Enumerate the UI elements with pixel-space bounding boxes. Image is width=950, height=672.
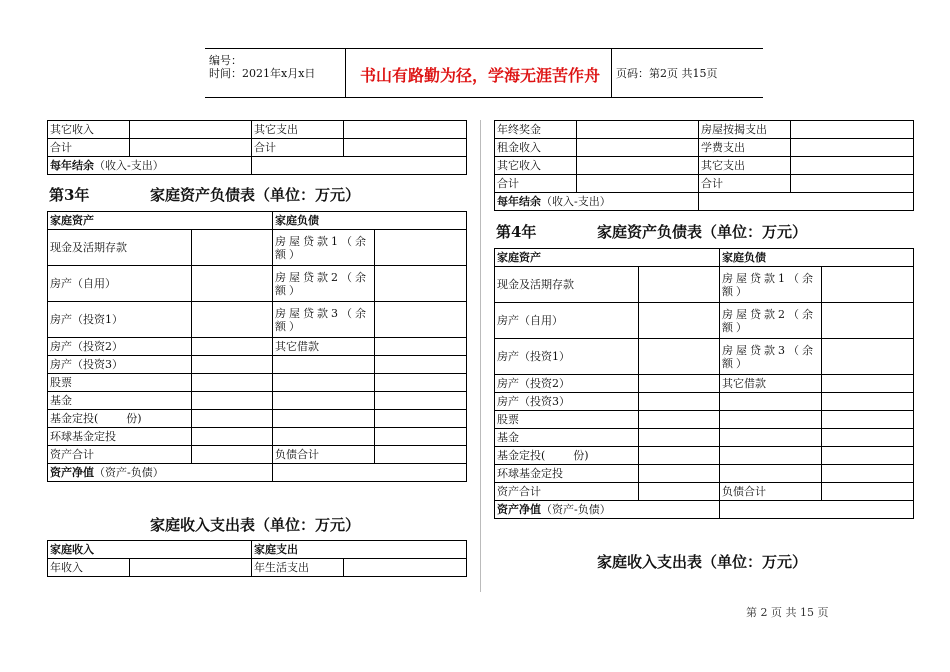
cell-value[interactable] [273,464,467,482]
table-row [48,266,467,302]
left-income-table [47,540,467,577]
cell-label: 年生活支出 [252,559,344,577]
asset-label: 环球基金定投 [48,428,192,446]
cell-value[interactable] [577,157,699,175]
cell-value[interactable] [639,411,720,429]
table-row [48,121,467,139]
cell-label: 其它收入 [48,121,130,139]
left-balance-table [47,211,467,482]
asset-label: 环球基金定投 [495,465,639,483]
cell-label: 合计 [252,139,344,157]
table-row [48,338,467,356]
cell-value[interactable] [375,302,467,338]
cell-empty [720,393,822,411]
cell-value[interactable] [192,230,273,266]
cell-empty [273,356,375,374]
cell-value[interactable] [639,465,720,483]
cell-value[interactable] [822,339,914,375]
cell-value[interactable] [791,139,914,157]
expense-header: 家庭支出 [252,541,467,559]
table-row [495,175,914,193]
income-sheet-title: 家庭收入支出表（单位：万元） [597,553,808,571]
cell-value[interactable] [822,429,914,447]
net-label-bold: 每年结余 [50,159,94,172]
asset-label: 房产（投资3） [48,356,192,374]
liability-label: 房屋贷款1（余额） [720,267,822,303]
cell-empty [273,428,375,446]
asset-label: 房产（投资2） [48,338,192,356]
asset-label: 房产（自用） [495,303,639,339]
table-row [495,157,914,175]
net-label-rest: （收入-支出） [541,195,611,208]
cell-empty [720,465,822,483]
asset-label: 基金定投( 份) [48,410,192,428]
asset-label: 资产合计 [48,446,192,464]
time-label: 时间：2021年x月x日 [209,67,316,80]
cell-value[interactable] [375,392,467,410]
cell-label: 合计 [699,175,791,193]
net-label-cell [495,193,699,211]
cell-value[interactable] [192,338,273,356]
income-sheet-title: 家庭收入支出表（单位：万元） [150,516,361,534]
cell-value[interactable] [130,121,252,139]
asset-label: 房产（投资2） [495,375,639,393]
cell-value[interactable] [192,302,273,338]
asset-label: 现金及活期存款 [48,230,192,266]
cell-value[interactable] [375,356,467,374]
cell-value[interactable] [822,411,914,429]
code-label: 编号： [209,54,242,67]
cell-value[interactable] [639,267,720,303]
table-row [48,559,467,577]
table-row [48,302,467,338]
cell-value[interactable] [720,501,914,519]
cell-value[interactable] [192,266,273,302]
page-header [205,48,763,98]
cell-value[interactable] [822,267,914,303]
cell-value[interactable] [822,483,914,501]
cell-value[interactable] [822,303,914,339]
table-row [495,193,914,211]
table-row [495,375,914,393]
networth-label-cell [495,501,720,519]
table-row [495,303,914,339]
cell-empty [273,392,375,410]
cell-label: 其它收入 [495,157,577,175]
cell-value[interactable] [791,157,914,175]
cell-value[interactable] [252,157,467,175]
liability-label: 负债合计 [273,446,375,464]
liabilities-header: 家庭负债 [720,249,914,267]
asset-label: 基金定投( 份) [495,447,639,465]
table-row [48,410,467,428]
networth-rest: （资产-负债） [94,466,164,479]
right-summary-table [494,120,914,211]
table-row [495,447,914,465]
net-label-bold: 每年结余 [497,195,541,208]
cell-value[interactable] [577,139,699,157]
header-motto-cell [345,49,612,97]
cell-value[interactable] [192,392,273,410]
cell-label: 其它支出 [252,121,344,139]
asset-label: 现金及活期存款 [495,267,639,303]
cell-value[interactable] [375,230,467,266]
cell-value[interactable] [192,446,273,464]
cell-value[interactable] [639,339,720,375]
cell-value[interactable] [577,175,699,193]
table-row [48,356,467,374]
cell-value[interactable] [639,429,720,447]
cell-empty [720,411,822,429]
asset-label: 资产合计 [495,483,639,501]
left-summary-table [47,120,467,175]
liability-label: 房屋贷款2（余额） [273,266,375,302]
right-balance-table [494,248,914,519]
cell-value[interactable] [822,375,914,393]
table-row [48,446,467,464]
cell-value[interactable] [791,175,914,193]
assets-header: 家庭资产 [495,249,720,267]
page-label: 页码：第2页 共15页 [616,67,718,80]
cell-value[interactable] [192,410,273,428]
cell-value[interactable] [822,447,914,465]
cell-value[interactable] [639,393,720,411]
year-title: 第3年 [49,186,90,204]
asset-label: 房产（投资1） [48,302,192,338]
cell-value[interactable] [639,303,720,339]
liability-label: 其它借款 [273,338,375,356]
cell-value[interactable] [699,193,914,211]
cell-value[interactable] [822,465,914,483]
table-row [495,267,914,303]
cell-value[interactable] [192,428,273,446]
cell-value[interactable] [130,559,252,577]
cell-empty [720,429,822,447]
balance-sheet-title: 家庭资产负债表（单位：万元） [150,186,361,204]
net-label-rest: （收入-支出） [94,159,164,172]
networth-bold: 资产净值 [497,503,541,516]
liability-label: 房屋贷款1（余额） [273,230,375,266]
cell-value[interactable] [375,410,467,428]
table-row [48,212,467,230]
cell-value[interactable] [375,428,467,446]
liabilities-header: 家庭负债 [273,212,467,230]
liability-label: 房屋贷款2（余额） [720,303,822,339]
cell-value[interactable] [344,139,467,157]
liability-label: 负债合计 [720,483,822,501]
cell-label: 年终奖金 [495,121,577,139]
assets-header: 家庭资产 [48,212,273,230]
cell-value[interactable] [130,139,252,157]
table-row [48,541,467,559]
asset-label: 基金 [48,392,192,410]
cell-value[interactable] [639,483,720,501]
table-row [495,121,914,139]
table-row [48,139,467,157]
table-row [495,429,914,447]
header-meta [205,49,345,97]
income-header: 家庭收入 [48,541,252,559]
table-row [48,157,467,175]
table-row [48,464,467,482]
footer-page-number: 第 2 页 共 15 页 [746,606,829,619]
table-row [495,483,914,501]
table-row [495,139,914,157]
table-row [495,465,914,483]
cell-label: 合计 [48,139,130,157]
cell-value[interactable] [192,374,273,392]
networth-rest: （资产-负债） [541,503,611,516]
cell-empty [720,447,822,465]
asset-label: 基金 [495,429,639,447]
liability-label: 其它借款 [720,375,822,393]
table-row [48,428,467,446]
cell-label: 其它支出 [699,157,791,175]
networth-bold: 资产净值 [50,466,94,479]
table-row [48,374,467,392]
networth-label-cell [48,464,273,482]
motto-text: 书山有路勤为径，学海无涯苦作舟 [360,66,601,85]
header-page-cell [610,49,763,97]
table-row [495,501,914,519]
liability-label: 房屋贷款3（余额） [720,339,822,375]
cell-value[interactable] [344,121,467,139]
cell-label: 年收入 [48,559,130,577]
cell-empty [273,374,375,392]
cell-value[interactable] [577,121,699,139]
table-row [495,339,914,375]
asset-label: 房产（投资1） [495,339,639,375]
table-row [48,392,467,410]
table-row [495,393,914,411]
table-row [48,230,467,266]
cell-value[interactable] [639,375,720,393]
cell-value[interactable] [375,266,467,302]
balance-sheet-title: 家庭资产负债表（单位：万元） [597,223,808,241]
table-row [495,411,914,429]
cell-label: 房屋按揭支出 [699,121,791,139]
cell-label: 租金收入 [495,139,577,157]
liability-label: 房屋贷款3（余额） [273,302,375,338]
cell-value[interactable] [822,393,914,411]
year-title: 第4年 [496,223,537,241]
column-divider [480,120,481,592]
cell-value[interactable] [375,446,467,464]
cell-value[interactable] [344,559,467,577]
asset-label: 股票 [495,411,639,429]
cell-value[interactable] [375,338,467,356]
net-label-cell [48,157,252,175]
cell-value[interactable] [791,121,914,139]
cell-empty [273,410,375,428]
asset-label: 房产（自用） [48,266,192,302]
cell-value[interactable] [639,447,720,465]
asset-label: 房产（投资3） [495,393,639,411]
cell-label: 学费支出 [699,139,791,157]
cell-value[interactable] [192,356,273,374]
table-row [495,249,914,267]
asset-label: 股票 [48,374,192,392]
cell-value[interactable] [375,374,467,392]
cell-label: 合计 [495,175,577,193]
